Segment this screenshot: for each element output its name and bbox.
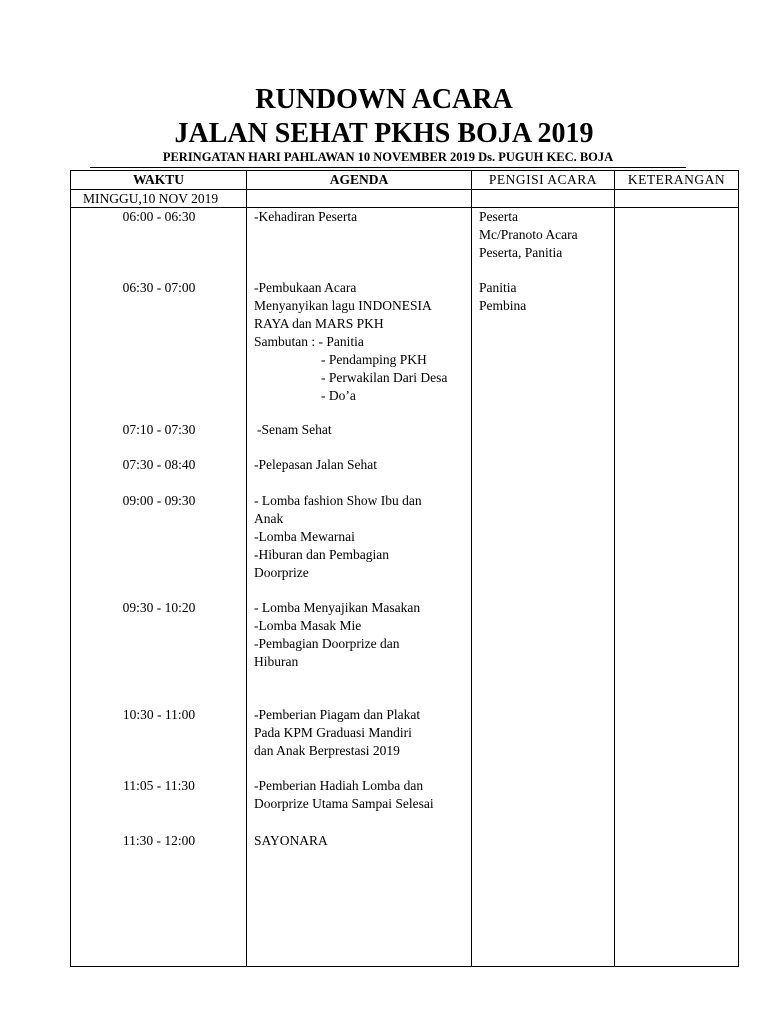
agenda-line: -Senam Sehat xyxy=(257,422,332,437)
schedule-agenda xyxy=(254,456,464,474)
rundown-table xyxy=(70,170,739,967)
schedule-time: 10:30 - 11:00 xyxy=(122,707,196,722)
schedule-agenda xyxy=(254,492,464,582)
title-underline xyxy=(90,167,686,168)
agenda-line: Hiburan xyxy=(254,654,299,669)
schedule-time: 09:30 - 10:20 xyxy=(122,600,196,615)
schedule-time: 06:30 - 07:00 xyxy=(122,280,196,295)
agenda-line: Doorprize Utama Sampai Selesai xyxy=(254,796,434,811)
agenda-line: SAYONARA xyxy=(254,833,328,848)
agenda-line: Doorprize xyxy=(254,565,309,580)
agenda-line: -Pembagian Doorprize dan xyxy=(254,636,400,651)
pengisi-line: Panitia xyxy=(479,280,517,295)
event-title: JALAN SEHAT PKHS BOJA 2019 xyxy=(174,118,594,149)
keterangan-column xyxy=(615,208,739,967)
pengisi-acara-column xyxy=(472,208,615,967)
agenda-line: -Pemberian Piagam dan Plakat xyxy=(254,707,421,722)
document-title: RUNDOWN ACARA xyxy=(255,84,513,115)
agenda-line: -Pemberian Hadiah Lomba dan xyxy=(254,778,424,793)
header-pengisi-acara: PENGISI ACARA xyxy=(472,171,615,190)
schedule-time: 11:05 - 11:30 xyxy=(123,778,195,793)
event-date: MINGGU,10 NOV 2019 xyxy=(71,190,247,208)
agenda-line: -Pelepasan Jalan Sehat xyxy=(254,457,377,472)
agenda-column xyxy=(247,208,472,967)
date-row-empty-cell xyxy=(247,190,472,208)
schedule-agenda xyxy=(254,599,464,671)
waktu-column xyxy=(71,208,247,967)
header-agenda: AGENDA xyxy=(247,171,472,190)
schedule-pengisi xyxy=(479,279,614,315)
agenda-line: -Lomba Masak Mie xyxy=(254,618,362,633)
pengisi-line: Peserta, Panitia xyxy=(479,245,563,260)
agenda-line: -Pembukaan Acara xyxy=(254,280,357,295)
agenda-line: -Lomba Mewarnai xyxy=(254,529,355,544)
agenda-line: - Perwakilan Dari Desa xyxy=(321,370,448,385)
agenda-line: - Lomba Menyajikan Masakan xyxy=(254,600,421,615)
schedule-agenda xyxy=(254,777,464,813)
schedule-time: 06:00 - 06:30 xyxy=(122,209,196,224)
date-row-empty-cell xyxy=(472,190,615,208)
schedule-body-row xyxy=(71,208,739,967)
agenda-line: RAYA dan MARS PKH xyxy=(254,316,384,331)
date-row-empty-cell xyxy=(615,190,739,208)
schedule-agenda xyxy=(254,832,464,850)
schedule-agenda xyxy=(254,706,464,760)
agenda-line: Menyanyikan lagu INDONESIA xyxy=(254,298,432,313)
table-header-row xyxy=(71,171,739,190)
agenda-line: - Do’a xyxy=(321,388,356,403)
schedule-time: 09:00 - 09:30 xyxy=(122,493,196,508)
agenda-line: - Lomba fashion Show Ibu dan xyxy=(254,493,422,508)
agenda-line: Anak xyxy=(254,511,284,526)
header-keterangan: KETERANGAN xyxy=(615,171,739,190)
schedule-pengisi xyxy=(479,208,614,262)
schedule-agenda xyxy=(254,421,464,439)
agenda-line: -Hiburan dan Pembagian xyxy=(254,547,389,562)
pengisi-line: Pembina xyxy=(479,298,527,313)
schedule-time: 11:30 - 12:00 xyxy=(122,833,196,848)
agenda-line: dan Anak Berprestasi 2019 xyxy=(254,743,400,758)
date-row xyxy=(71,190,739,208)
pengisi-line: Mc/Pranoto Acara xyxy=(479,227,578,242)
header-waktu: WAKTU xyxy=(71,171,247,190)
pengisi-line: Peserta xyxy=(479,209,518,224)
schedule-time: 07:30 - 08:40 xyxy=(122,457,196,472)
event-subtitle: PERINGATAN HARI PAHLAWAN 10 NOVEMBER 2019 Ds. PUGUH KEC. BOJA xyxy=(162,150,614,164)
agenda-line: Pada KPM Graduasi Mandiri xyxy=(254,725,412,740)
schedule-agenda xyxy=(254,208,464,226)
agenda-line: Sambutan : - Panitia xyxy=(254,334,364,349)
agenda-line: -Kehadiran Peserta xyxy=(254,209,358,224)
schedule-time: 07:10 - 07:30 xyxy=(122,422,196,437)
agenda-line: - Pendamping PKH xyxy=(321,352,427,367)
schedule-agenda xyxy=(254,279,464,405)
